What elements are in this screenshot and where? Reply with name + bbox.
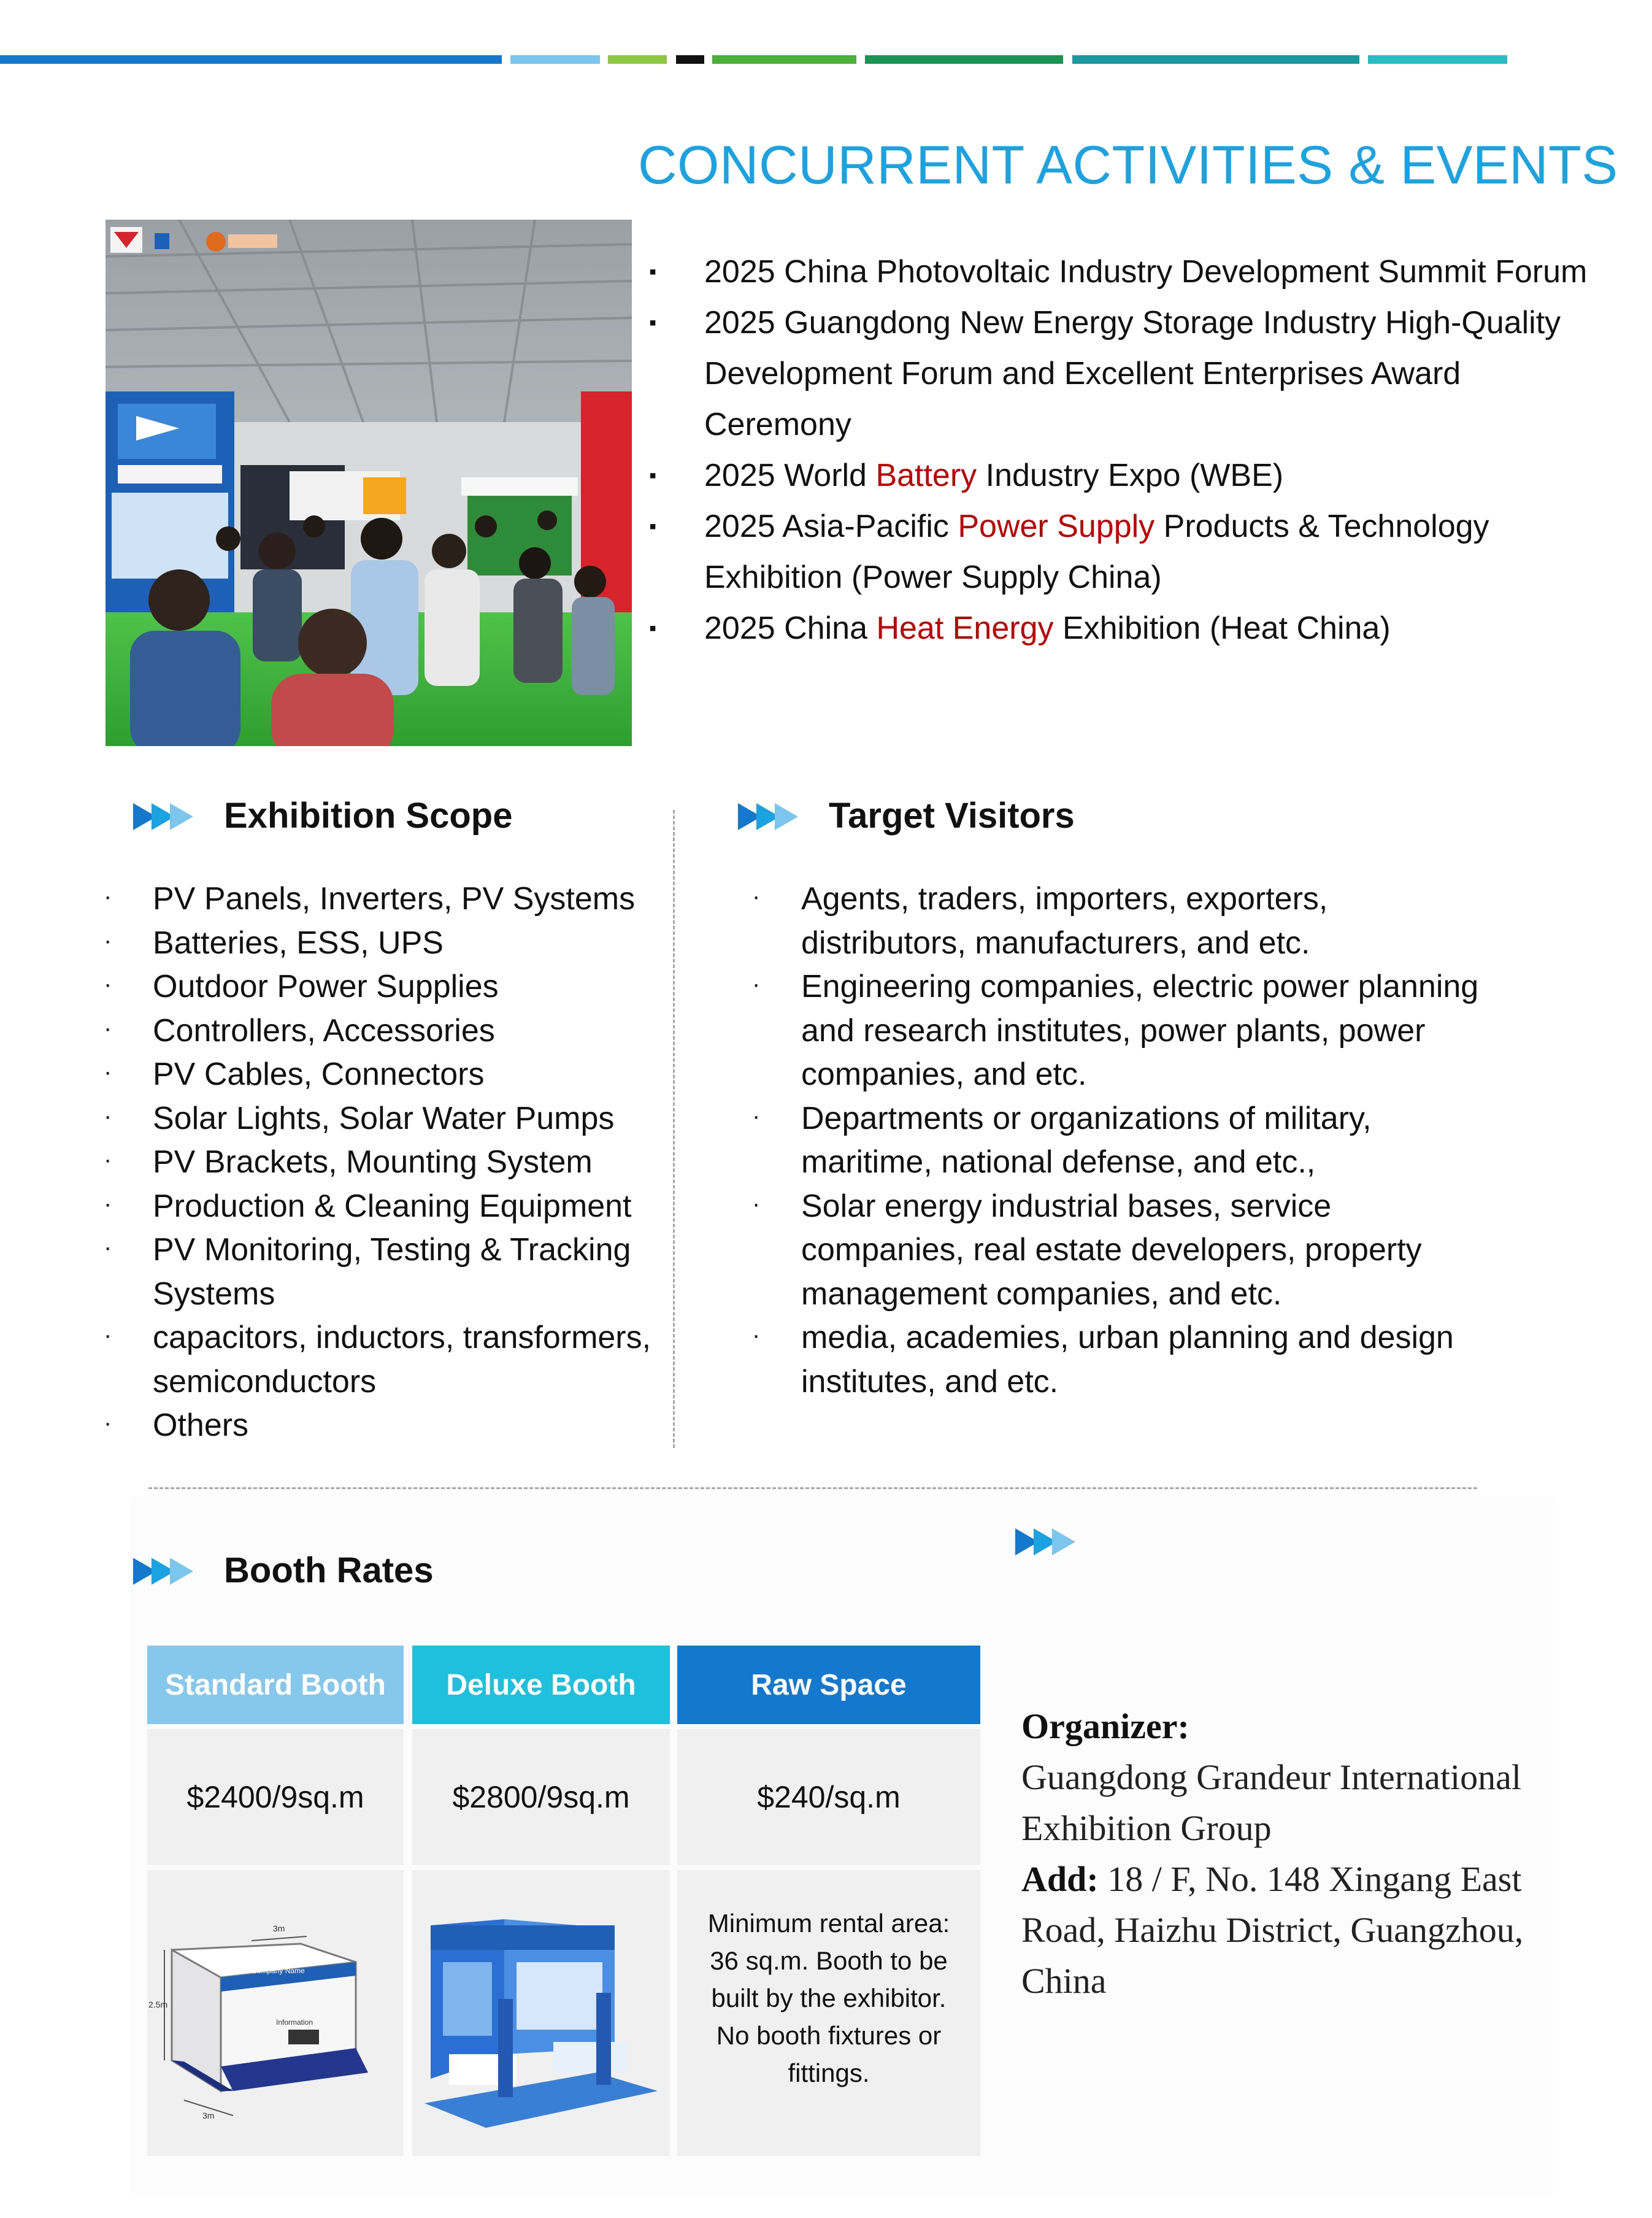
square-bullet-icon: ▪: [649, 515, 657, 538]
page-title: CONCURRENT ACTIVITIES & EVENTS: [638, 134, 1618, 195]
list-item: · Agents, traders, importers, exporters, distributors, manufacturers, and etc.: [801, 877, 1488, 965]
organizer-address: 18 / F, No. 148 Xingang East Road, Haizhu District, Guangzhou, China: [1021, 1859, 1524, 2001]
dot-bullet-icon: ·: [104, 1190, 112, 1217]
dot-bullet-icon: ·: [104, 1014, 112, 1042]
booth-title: Booth Rates: [224, 1550, 434, 1590]
dot-bullet-icon: ·: [752, 1190, 761, 1217]
organizer-name: Guangdong Grandeur International Exhibition Group: [1021, 1757, 1521, 1848]
deluxe-booth-price: $2800/9sq.m: [412, 1729, 670, 1865]
column-divider: [673, 810, 675, 1448]
top-stripe-segment-6: [865, 55, 1063, 64]
triple-arrow-icon: [738, 801, 812, 832]
list-item: · Production & Cleaning Equipment: [153, 1185, 680, 1229]
square-bullet-icon: ▪: [649, 464, 657, 487]
list-item: · PV Panels, Inverters, PV Systems: [153, 877, 680, 922]
event-item: ▪ 2025 China Photovoltaic Industry Development Summit Forum: [647, 247, 1604, 298]
booth-depth-label: 3m: [273, 1923, 285, 1933]
event-item: ▪ 2025 China Heat Energy Exhibition (Heat China): [647, 603, 1604, 654]
raw-space-note: Minimum rental area: 36 sq.m. Booth to be built by the exhibitor. No booth fixtures or fittings.: [707, 1909, 950, 2087]
deluxe-booth-header: Deluxe Booth: [412, 1646, 670, 1724]
event-item: ▪ 2025 World Battery Industry Expo (WBE): [647, 450, 1604, 501]
list-item: · PV Brackets, Mounting System: [153, 1141, 680, 1185]
square-bullet-icon: ▪: [649, 260, 657, 283]
standard-booth-header: Standard Booth: [147, 1646, 404, 1724]
top-stripe-segment-3: [608, 55, 667, 64]
list-item: · Controllers, Accessories: [153, 1009, 680, 1053]
dot-bullet-icon: ·: [104, 1102, 112, 1130]
top-stripe-segment-2: [510, 55, 600, 64]
list-item: · Batteries, ESS, UPS: [153, 922, 680, 966]
dot-bullet-icon: ·: [104, 1146, 112, 1173]
booth-width-label: 3m: [202, 2111, 215, 2120]
standard-booth-price: $2400/9sq.m: [147, 1729, 404, 1865]
standard-booth-diagram: [147, 1870, 404, 2156]
dot-bullet-icon: ·: [752, 1102, 761, 1130]
list-item: · capacitors, inductors, transformers, semiconductors: [153, 1316, 680, 1404]
top-stripe-segment-4: [676, 55, 704, 64]
triple-arrow-icon: [133, 1556, 207, 1587]
triple-arrow-icon: [1015, 1527, 1089, 1557]
top-stripe-segment-5: [712, 55, 856, 64]
deluxe-booth-image-cell: [412, 1870, 670, 2156]
visitors-heading: [738, 798, 1167, 834]
organizer-label: Organizer:: [1021, 1706, 1189, 1746]
visitors-list: [752, 877, 1488, 1404]
organizer-block: [1021, 1701, 1592, 2006]
events-list: [647, 247, 1604, 654]
dot-bullet-icon: ·: [104, 1322, 112, 1349]
booth-heading: [133, 1552, 563, 1589]
list-item: · Outdoor Power Supplies: [153, 965, 680, 1009]
dot-bullet-icon: ·: [752, 971, 761, 998]
booth-table-label: Information: [276, 2018, 313, 2027]
list-item: · media, academies, urban planning and design institutes, and etc.: [801, 1316, 1488, 1404]
raw-space-header: Raw Space: [677, 1646, 980, 1724]
list-item: · Others: [153, 1404, 680, 1448]
dot-bullet-icon: ·: [104, 1409, 112, 1436]
triple-arrow-icon: [133, 801, 207, 832]
square-bullet-icon: ▪: [649, 617, 657, 640]
scope-list: [104, 877, 680, 1448]
top-stripe-segment-7: [1072, 55, 1359, 64]
event-highlight: Heat Energy: [876, 610, 1054, 646]
deluxe-booth-diagram: [412, 1870, 670, 2156]
expo-crowd-photo: [106, 220, 632, 746]
top-stripe-segment-1: [0, 55, 502, 64]
raw-space-price: $240/sq.m: [677, 1729, 980, 1865]
square-bullet-icon: ▪: [649, 311, 657, 334]
event-highlight: Battery: [875, 458, 977, 493]
list-item: · Solar Lights, Solar Water Pumps: [153, 1097, 680, 1141]
address-label: Add:: [1021, 1859, 1099, 1899]
dot-bullet-icon: ·: [104, 883, 112, 910]
scope-heading: [133, 798, 563, 834]
scope-title: Exhibition Scope: [224, 796, 513, 836]
dot-bullet-icon: ·: [104, 1234, 112, 1261]
standard-booth-image-cell: [147, 1870, 404, 2156]
dot-bullet-icon: ·: [104, 1058, 112, 1085]
raw-space-note-cell: [677, 1870, 980, 2156]
list-item: · PV Monitoring, Testing & Tracking Systems: [153, 1228, 680, 1316]
event-item: ▪ 2025 Asia-Pacific Power Supply Products & Technology Exhibition (Power Supply China): [647, 501, 1604, 603]
list-item: · Departments or organizations of military, maritime, national defense, and etc.,: [801, 1097, 1488, 1185]
section-divider: [148, 1487, 1477, 1489]
dot-bullet-icon: ·: [104, 971, 112, 998]
booth-height-label: 2.5m: [148, 2000, 168, 2009]
dot-bullet-icon: ·: [752, 1322, 761, 1349]
list-item: · Solar energy industrial bases, service companies, real estate developers, property management companies, and etc.: [801, 1185, 1488, 1317]
list-item: · Engineering companies, electric power planning and research institutes, power plants, power companies, and etc.: [801, 965, 1488, 1097]
event-item: ▪ 2025 Guangdong New Energy Storage Industry High-Quality Development Forum and Excellent Enterprises Award Ceremony: [647, 298, 1604, 450]
list-item: · PV Cables, Connectors: [153, 1053, 680, 1097]
visitors-title: Target Visitors: [829, 796, 1075, 836]
event-highlight: Power Supply: [958, 509, 1155, 544]
booth-fascia-label: Company Name: [252, 1966, 305, 1975]
dot-bullet-icon: ·: [752, 883, 761, 910]
top-stripe-segment-8: [1368, 55, 1507, 64]
dot-bullet-icon: ·: [104, 926, 112, 954]
